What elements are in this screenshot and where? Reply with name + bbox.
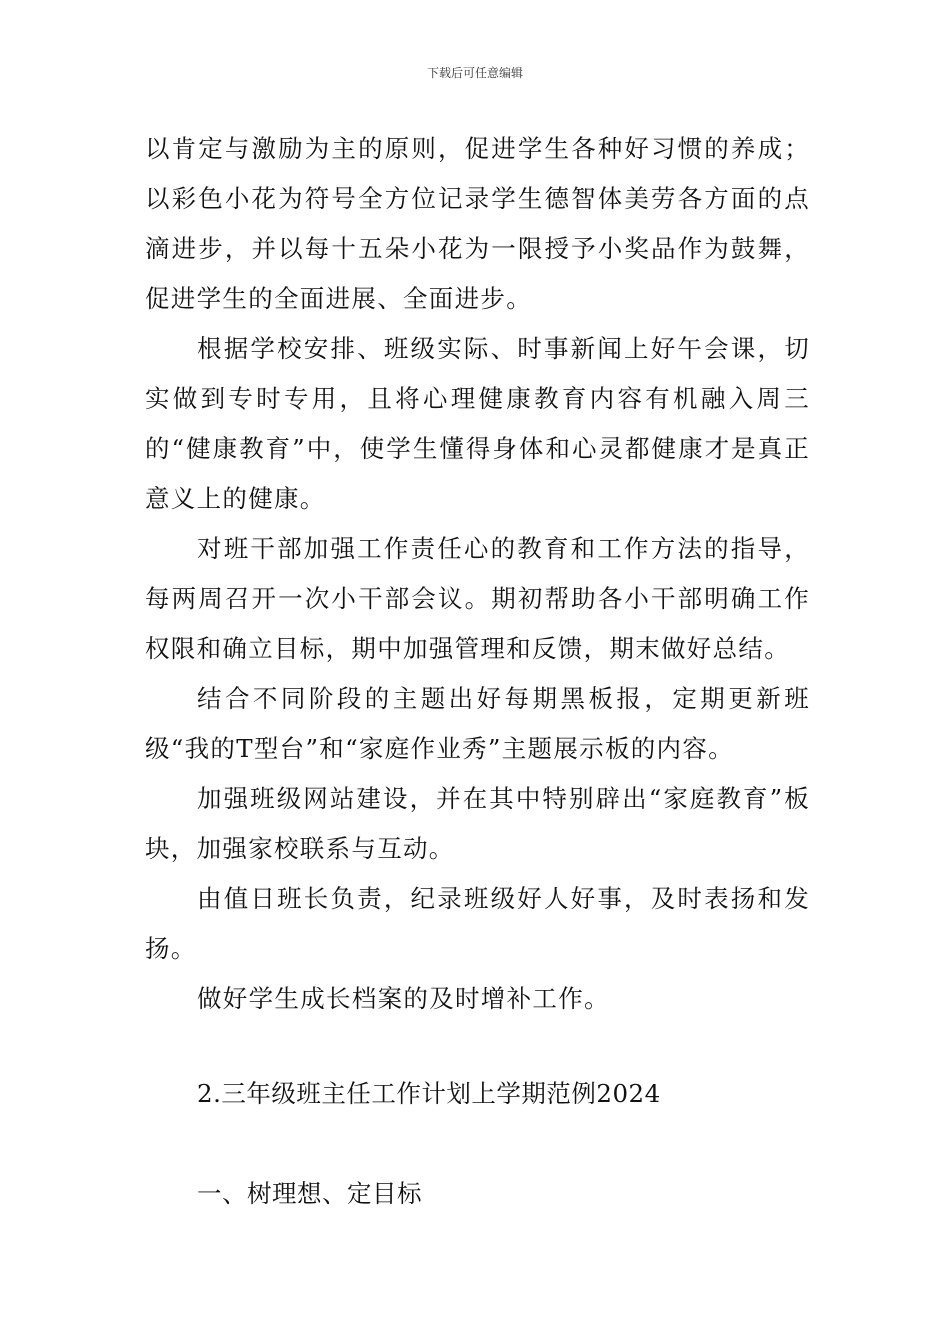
paragraph: 做好学生成长档案的及时增补工作。 xyxy=(197,984,610,1013)
document-body xyxy=(145,124,810,1024)
subsection-title: 一、树理想、定目标 xyxy=(197,1179,422,1208)
paragraph: 根据学校安排、班级实际、时事新闻上好午会课，切实做到专时专用，且将心理健康教育内容有机融入周三的“健康教育”中，使学生懂得身体和心灵都健康才是真正意义上的健康。 xyxy=(145,334,810,513)
paragraph: 对班干部加强工作责任心的教育和工作方法的指导，每两周召开一次小干部会议。期初帮助各小干部明确工作权限和确立目标，期中加强管理和反馈，期末做好总结。 xyxy=(145,534,810,663)
section-title: 2.三年级班主任工作计划上学期范例2024 xyxy=(197,1079,661,1108)
paragraph: 加强班级网站建设，并在其中特别辟出“家庭教育”板块，加强家校联系与互动。 xyxy=(145,784,810,863)
paragraph: 结合不同阶段的主题出好每期黑板报，定期更新班级“我的T型台”和“家庭作业秀”主题展示板的内容。 xyxy=(145,684,810,763)
paragraph: 由值日班长负责，纪录班级好人好事，及时表扬和发扬。 xyxy=(145,884,810,963)
paragraph: 以肯定与激励为主的原则，促进学生各种好习惯的养成；以彩色小花为符号全方位记录学生德智体美劳各方面的点滴进步，并以每十五朵小花为一限授予小奖品作为鼓舞，促进学生的全面进展、全面进步。 xyxy=(145,134,810,313)
page-header: 下载后可任意编辑 xyxy=(426,66,523,80)
